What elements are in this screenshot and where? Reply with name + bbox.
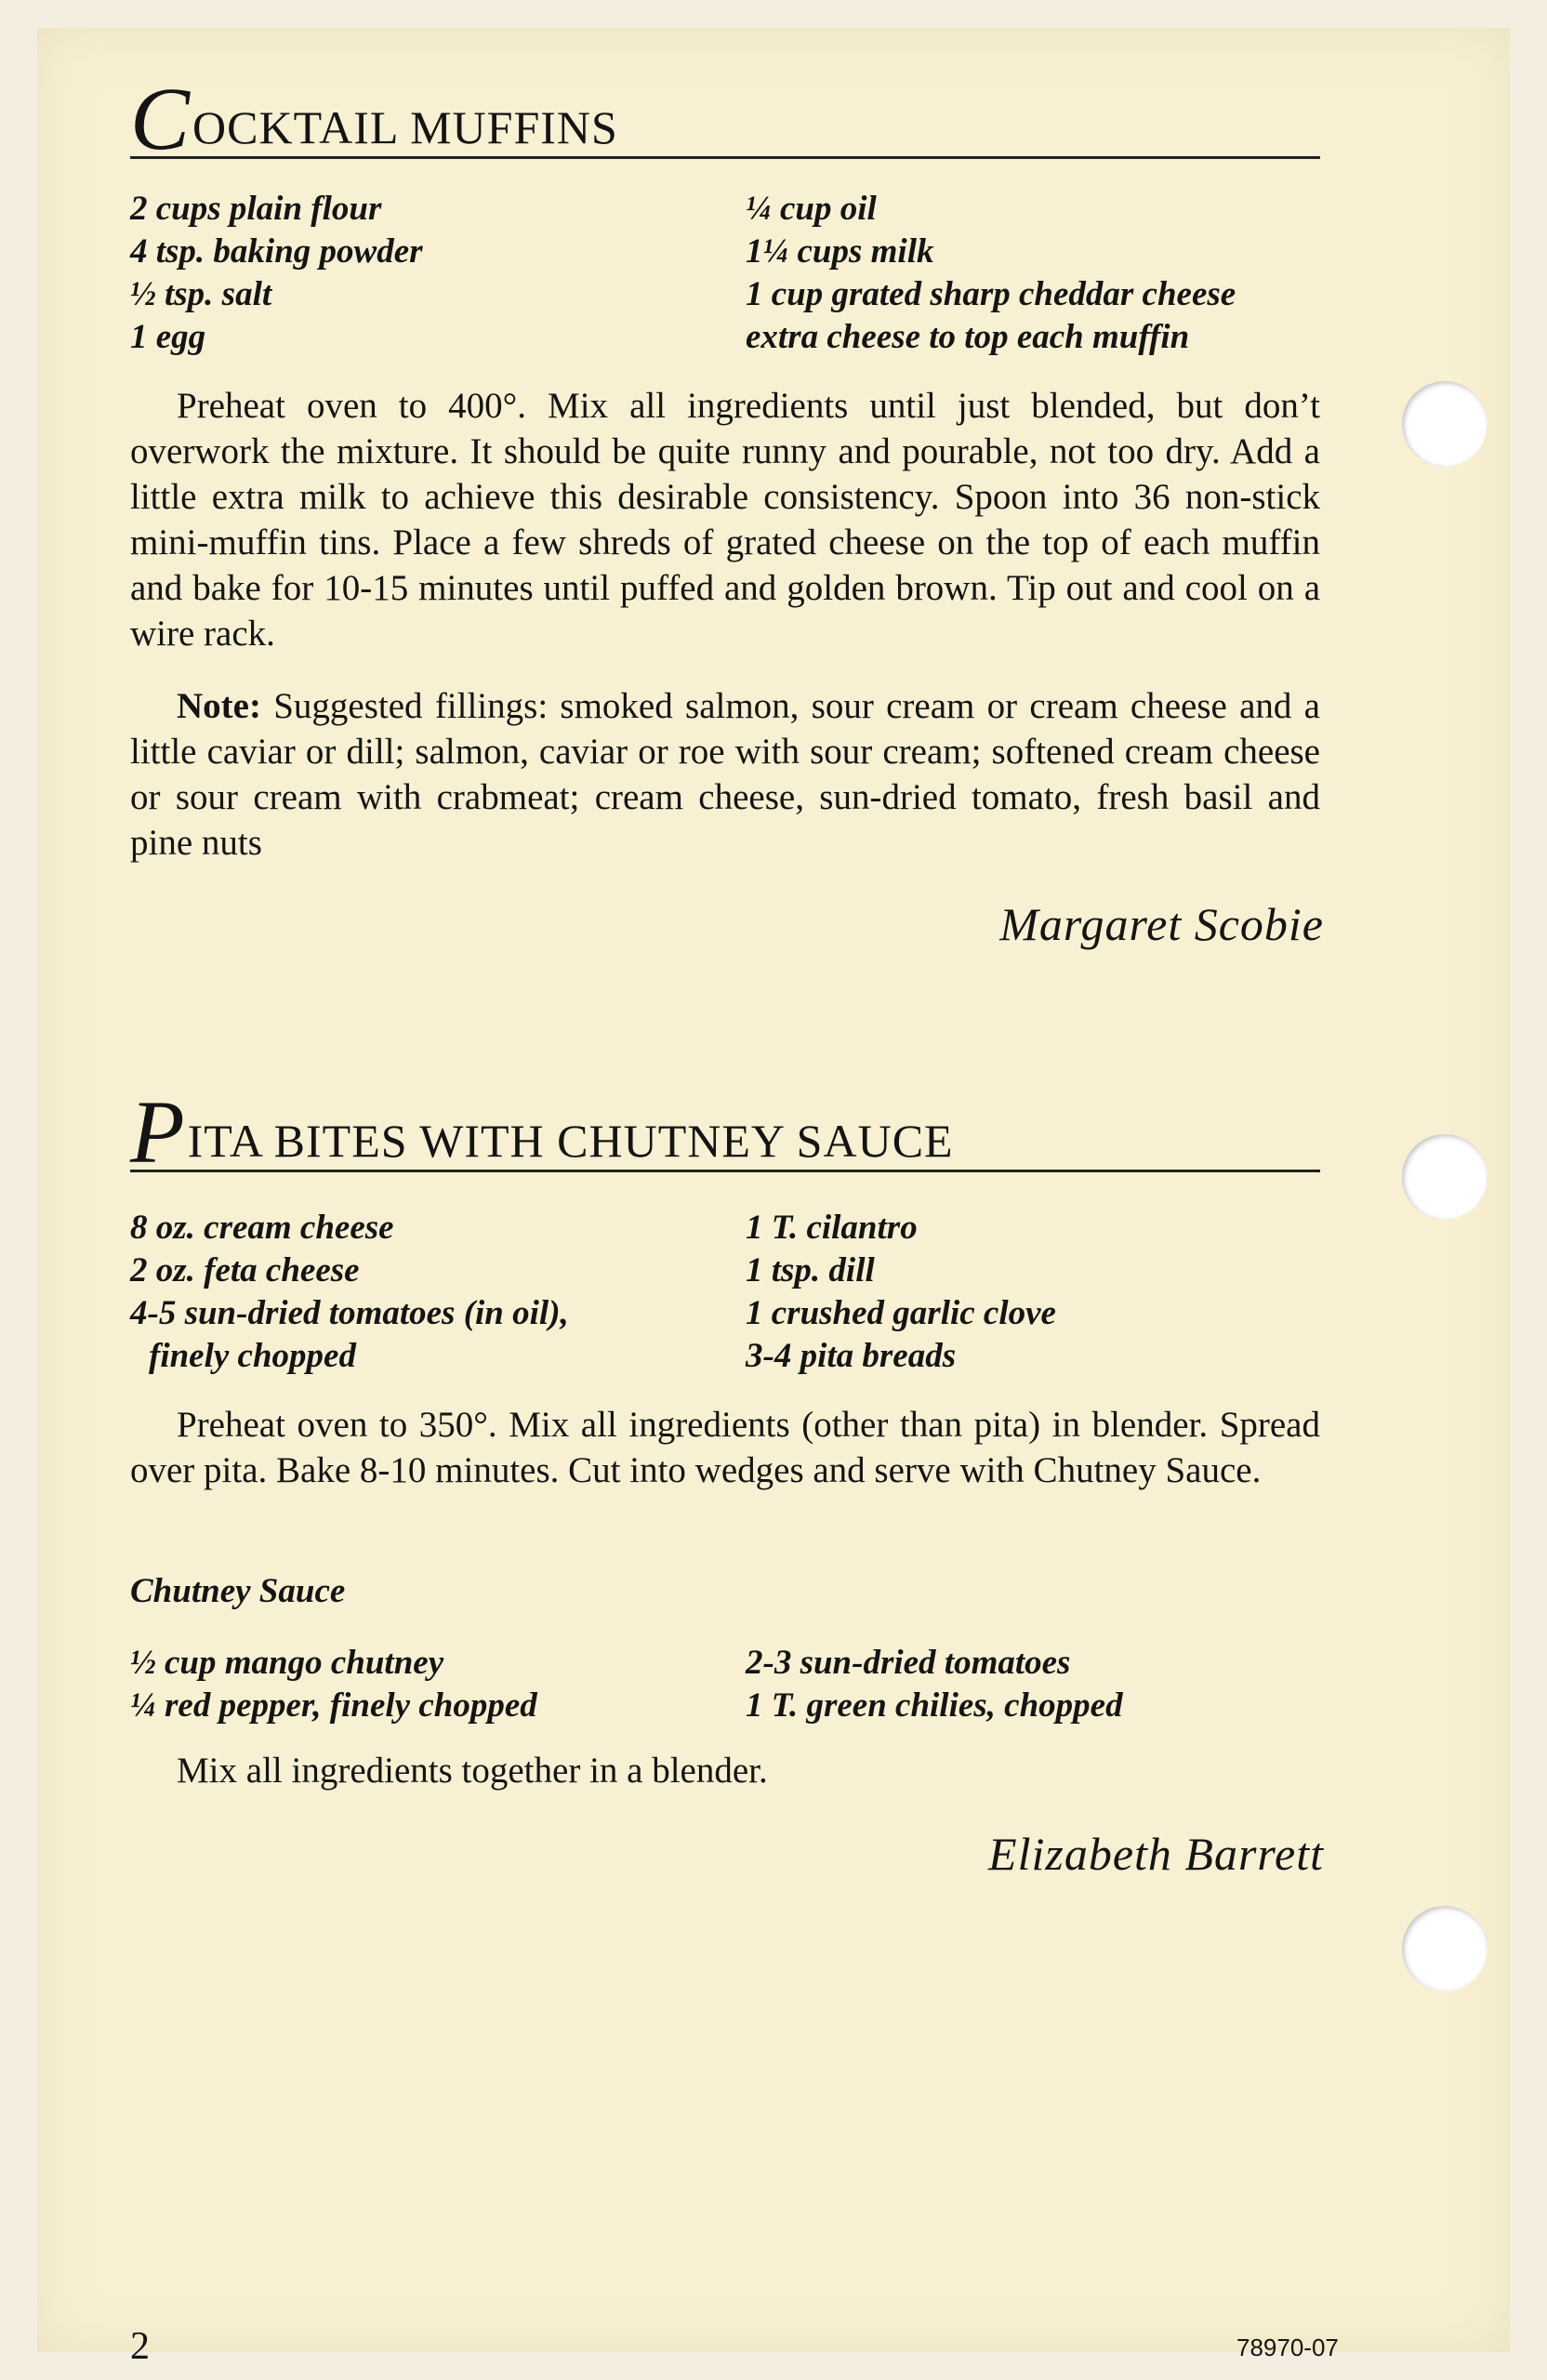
- ingredient-item: 8 oz. cream cheese: [130, 1209, 394, 1247]
- sauce-directions-text: Mix all ingredients together in a blender.: [177, 1751, 768, 1791]
- ingredients-left-column: [130, 188, 423, 359]
- subheading-chutney-sauce: Chutney Sauce: [130, 1572, 346, 1610]
- recipe-directions: [130, 383, 1320, 656]
- title-text: OCKTAIL MUFFINS: [192, 101, 618, 153]
- ingredients-right-column: [746, 1207, 1056, 1378]
- ingredient-item: ¼ cup oil: [746, 190, 877, 228]
- cookbook-page: [37, 28, 1510, 2352]
- binder-hole: [1402, 381, 1488, 467]
- ingredient-item: 4 tsp. baking powder: [130, 232, 423, 271]
- directions-text: Preheat oven to 350°. Mix all ingredients (other than pita) in blender. Spread over pita. Bake 8-10 minutes. Cut into wedges and serve with Chutney Sauce.: [130, 1405, 1320, 1490]
- ingredient-item: 2 cups plain flour: [130, 190, 382, 228]
- ingredient-item: finely chopped: [149, 1337, 356, 1375]
- ingredient-item: 1 cup grated sharp cheddar cheese: [746, 275, 1236, 313]
- sauce-ingredients-right: [746, 1642, 1123, 1727]
- recipe-title-cocktail-muffins: [130, 69, 1320, 168]
- title-initial: C: [130, 69, 192, 168]
- ingredient-item: 2 oz. feta cheese: [130, 1251, 360, 1289]
- ingredient-item: 1 T. cilantro: [746, 1209, 918, 1247]
- signature-margaret-scobie: Margaret Scobie: [999, 898, 1324, 950]
- directions-text: Preheat oven to 400°. Mix all ingredients until just blended, but don’t overwork the mixture. It should be quite runny and pourable, not too dry. Add a little extra milk to achieve this desirable consistency. Spoon into 36 non-stick mini-muffin tins. Place a few shreds of grated cheese on the top of each muffin and bake for 10-15 minutes until puffed and golden brown. Tip out and cool on a wire rack.: [130, 386, 1320, 654]
- sauce-directions: [130, 1748, 1320, 1793]
- binder-hole: [1402, 1906, 1488, 1991]
- recipe-title-pita-bites: [130, 1082, 1320, 1182]
- signature-elizabeth-barrett: Elizabeth Barrett: [988, 1828, 1324, 1880]
- catalog-code: 78970-07: [1236, 2334, 1339, 2361]
- ingredient-item: ¼ red pepper, finely chopped: [130, 1686, 537, 1725]
- ingredients-right-column: [746, 188, 1236, 359]
- ingredient-item: 4-5 sun-dried tomatoes (in oil),: [130, 1294, 569, 1332]
- ingredient-item: 1 crushed garlic clove: [746, 1294, 1056, 1332]
- ingredient-item: ½ tsp. salt: [130, 275, 272, 313]
- recipe-directions: [130, 1402, 1320, 1493]
- ingredient-item: 3-4 pita breads: [746, 1337, 957, 1375]
- ingredients-left-column: [130, 1207, 569, 1378]
- page-number: 2: [130, 2325, 150, 2368]
- ingredient-item: 2-3 sun-dried tomatoes: [746, 1644, 1071, 1682]
- note-label: Note:: [177, 686, 261, 726]
- ingredient-item: extra cheese to top each muffin: [746, 318, 1190, 356]
- title-text: ITA BITES WITH CHUTNEY SAUCE: [187, 1115, 954, 1167]
- note-text: Suggested fillings: smoked salmon, sour cream or cream cheese and a little caviar or dill; salmon, caviar or roe with sour cream; softened cream cheese or sour cream with crabmeat; cream cheese, sun-dried tomato, fresh basil and pine nuts: [130, 686, 1320, 863]
- ingredient-item: 1 tsp. dill: [746, 1251, 875, 1289]
- title-initial: P: [130, 1082, 186, 1182]
- ingredient-item: 1¼ cups milk: [746, 232, 934, 271]
- binder-hole: [1402, 1134, 1488, 1220]
- ingredient-item: 1 T. green chilies, chopped: [746, 1686, 1123, 1725]
- sauce-ingredients-left: [130, 1642, 537, 1727]
- ingredient-item: ½ cup mango chutney: [130, 1644, 444, 1682]
- ingredient-item: 1 egg: [130, 318, 206, 356]
- recipe-note: [130, 683, 1320, 866]
